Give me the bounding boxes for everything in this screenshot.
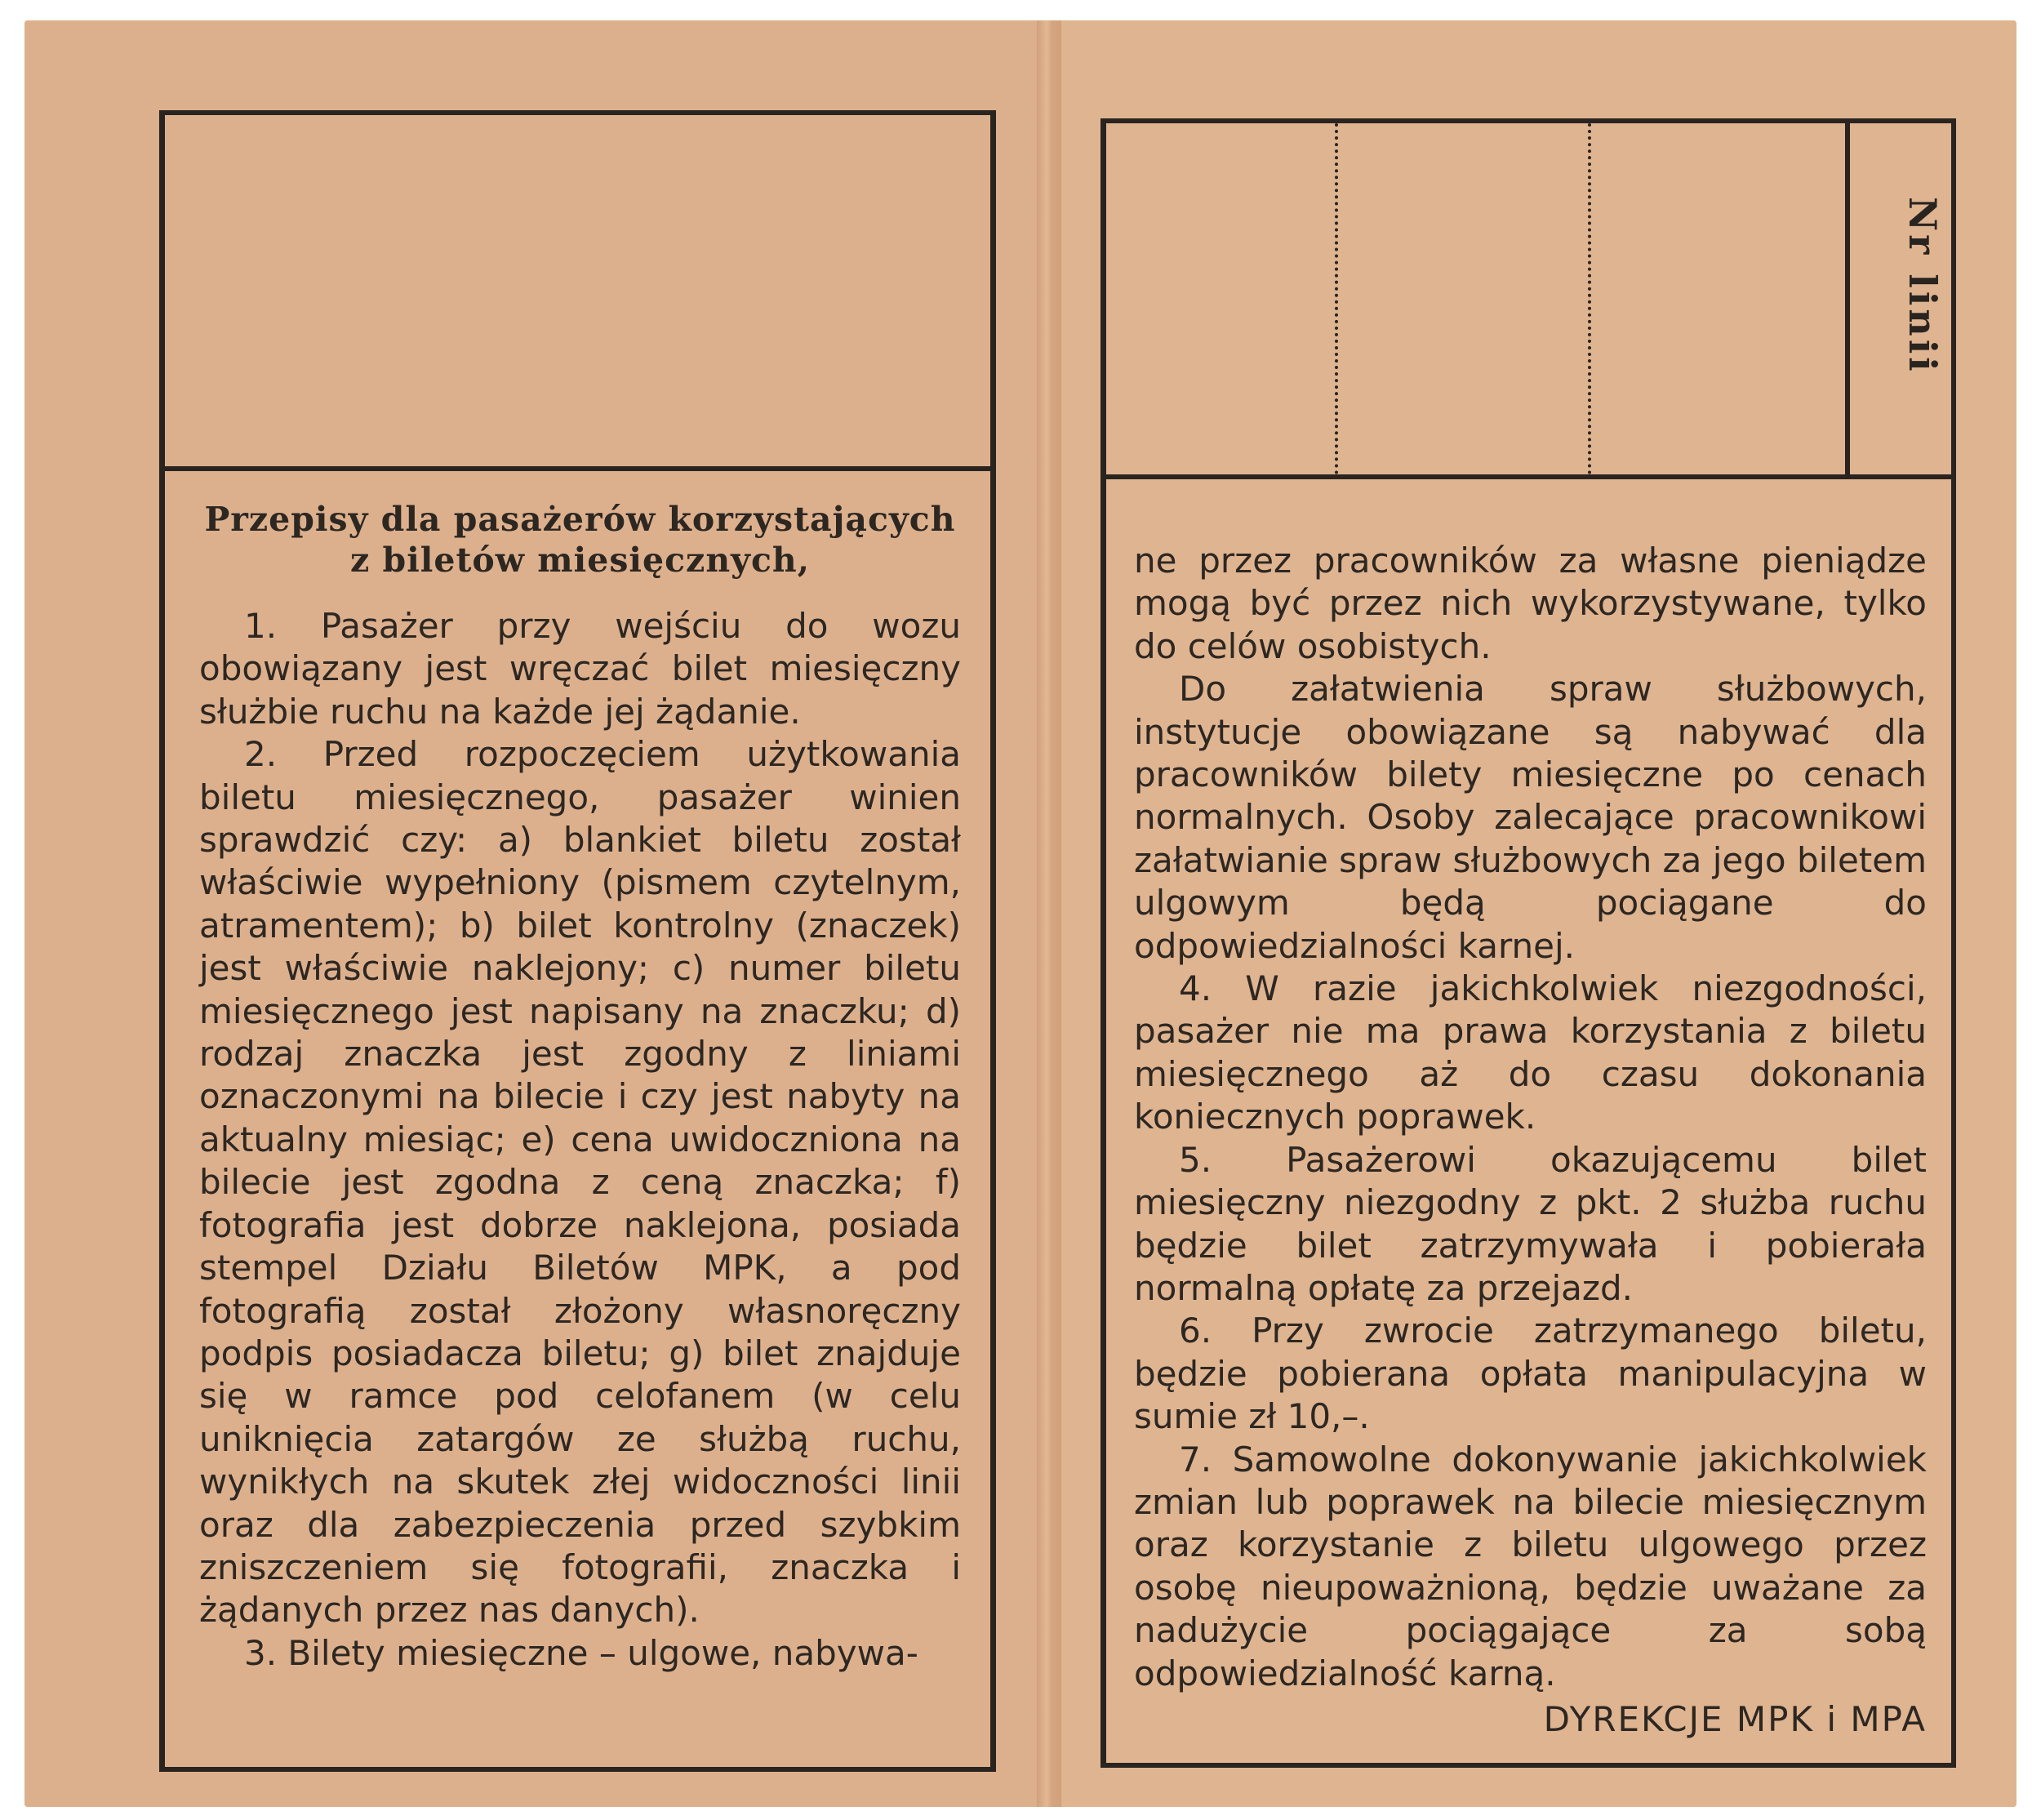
right-divider [1106, 474, 1951, 479]
booklet-fold [1037, 20, 1061, 1807]
left-frame [159, 110, 996, 1772]
rule-paragraph-2: 2. Przed rozpoczęciem użytkowania biletu miesięcznego, pasażer winien sprawdzić czy: a) blankiet biletu został właściwie wypełniony (pismem czytelnym, atramentem); b) bilet kontrolny (znaczek) jest właściwie naklejony; c) numer biletu miesięcznego jest napisany na znaczku; d) rodzaj znaczka jest zgodny z liniami oznaczonymi na bilecie i czy jest nabyty na aktualny miesiąc; e) cena uwidoczniona na bilecie jest zgodna z ceną znaczka; f) fotografia jest dobrze naklejona, posiada stempel Działu Biletów MPK, a pod fotografią został złożony własnoręczny podpis posiadacza biletu; g) bilet znajduje się w ramce pod celofanem (w celu uniknięcia zatargów ze służbą ruchu, wynikłych na skutek złej widoczności linii oraz dla zabezpieczenia przed szybkim zniszczeniem się fotografii, znaczka i żądanych przez nas danych). [199, 734, 961, 1631]
ticket-booklet [24, 20, 2016, 1807]
photo-box-empty [165, 115, 990, 466]
right-frame [1100, 118, 1956, 1768]
signature: DYREKCJE MPK i MPA [1543, 1698, 1927, 1739]
rules-heading: Przepisy dla pasażerów korzystających z biletów miesięcznych, [204, 500, 956, 580]
line-number-label: Nr linii [1901, 197, 1945, 375]
rule-paragraph-3b: Do załatwienia spraw służbowych, instytucje obowiązane są nabywać dla pracowników bilety miesięczne po cenach normalnych. Osoby zalecające pracownikowi załatwianie spraw służbowych za jego biletem ulgowym będą pociągane do odpowiedzialności karnej. [1134, 669, 1927, 966]
rule-paragraph-5: 5. Pasażerowi okazującemu bilet miesięczny niezgodny z pkt. 2 służba ruchu będzie bilet zatrzymywała i pobierała normalną opłatę za przejazd. [1134, 1139, 1927, 1308]
line-label-separator [1845, 123, 1850, 474]
rule-paragraph-1: 1. Pasażer przy wejściu do wozu obowiązany jest wręczać bilet miesięczny służbie ruchu na każde jej żądanie. [199, 606, 961, 732]
rule-paragraph-6: 6. Przy zwrocie zatrzymanego biletu, będzie pobierana opłata manipulacyjna w sumie zł 10,–. [1134, 1310, 1927, 1437]
stamp-column-separator [1335, 123, 1338, 474]
stamp-column-separator [1588, 123, 1591, 474]
right-rules-text [1134, 540, 1927, 1741]
line-stamps-box [1106, 123, 1951, 474]
left-divider [165, 466, 990, 471]
left-rules-text [199, 499, 961, 1675]
rule-paragraph-3-cont: ne przez pracowników za własne pieniądze mogą być przez nich wykorzystywane, tylko do celów osobistych. [1134, 541, 1927, 666]
rule-paragraph-7: 7. Samowolne dokonywanie jakichkolwiek zmian lub poprawek na bilecie miesięcznym oraz korzystanie z biletu ulgowego przez osobę nieupoważnioną, będzie uważane za nadużycie pociągające za sobą odpowiedzialność karną. [1134, 1439, 1927, 1693]
rule-paragraph-3: 3. Bilety miesięczne – ulgowe, nabywa- [244, 1632, 918, 1673]
rule-paragraph-4: 4. W razie jakichkolwiek niezgodności, pasażer nie ma prawa korzystania z biletu miesięcznego aż do czasu dokonania koniecznych poprawek. [1134, 968, 1927, 1137]
